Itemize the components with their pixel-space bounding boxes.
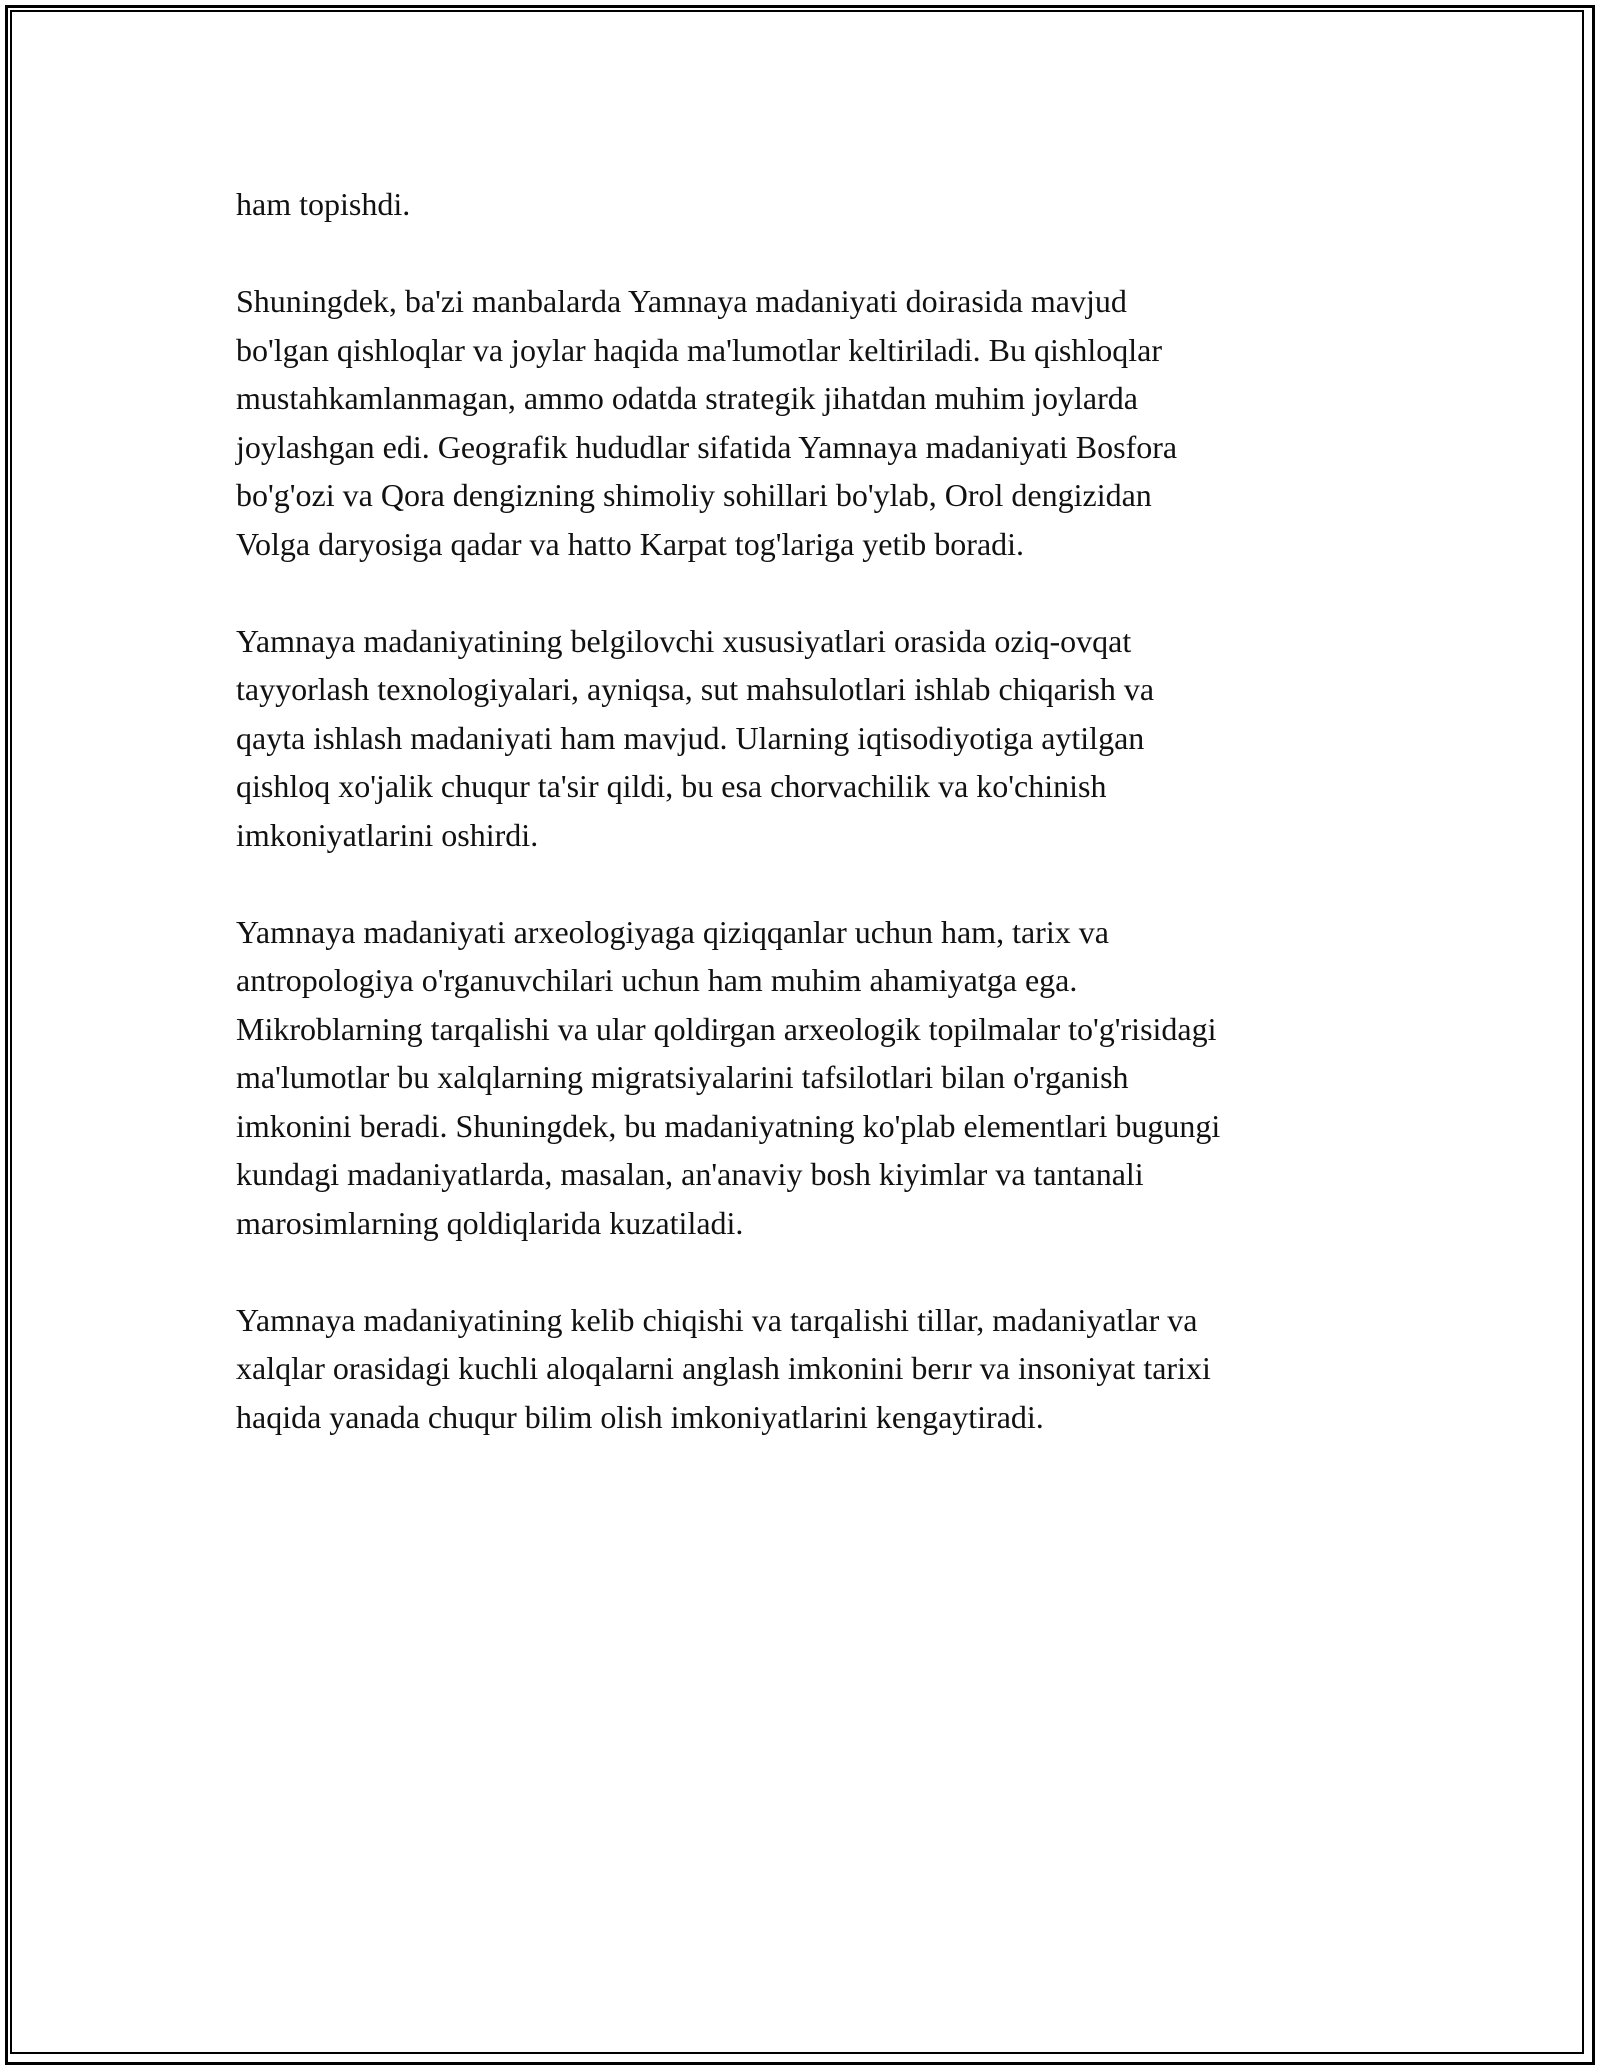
paragraph-2: Shuningdek, ba'zi manbalarda Yamnaya madaniyati doirasida mavjud bo'lgan qishloqlar va joylar haqida ma'lumotlar keltiriladi. Bu qishloqlar mustahkamlanmagan, ammo odatda strategik jihatdan muhim joylarda joylashgan edi. Geografik hududlar sifatida Yamnaya madaniyati Bosfora bo'g'ozi va Qora dengizning shimoliy sohillari bo'ylab, Orol dengizidan Volga daryosiga qadar va hatto Karpat tog'lariga yetib boradi. [236,283,1178,562]
paragraph-4: Yamnaya madaniyati arxeologiyaga qiziqqanlar uchun ham, tarix va antropologiya o'rganuvchilari uchun ham muhim ahamiyatga ega. Mikroblarning tarqalishi va ular qoldirgan arxeologik topilmalar to'g'risidagi ma'lumotlar bu xalqlarning migratsiyalarini tafsilotlari bilan o'rganish imkonini beradi. Shuningdek, bu madaniyatning ko'plab elementlari bugungi kundagi madaniyatlarda, masalan, an'anaviy bosh kiyimlar va tantanali marosimlarning qoldiqlarida kuzatiladi. [236,913,1221,1241]
paragraph-1: ham topishdi. [236,186,411,222]
document-body [236,180,1376,1490]
paragraph-3: Yamnaya madaniyatining belgilovchi xususiyatlari orasida oziq-ovqat tayyorlash texnologiyalari, ayniqsa, sut mahsulotlari ishlab chiqarish va qayta ishlash madaniyati ham mavjud. Ularning iqtisodiyotiga aytilgan qishloq xo'jalik chuqur ta'sir qildi, bu esa chorvachilik va ko'chinish imkoniyatlarini oshirdi. [236,622,1155,853]
paragraph-5: Yamnaya madaniyatining kelib chiqishi va tarqalishi tillar, madaniyatlar va xalqlar orasidagi kuchli aloqalarni anglash imkonini berır va insoniyat tarixi haqida yanada chuqur bilim olish imkoniyatlarini kengaytiradi. [236,1301,1211,1435]
